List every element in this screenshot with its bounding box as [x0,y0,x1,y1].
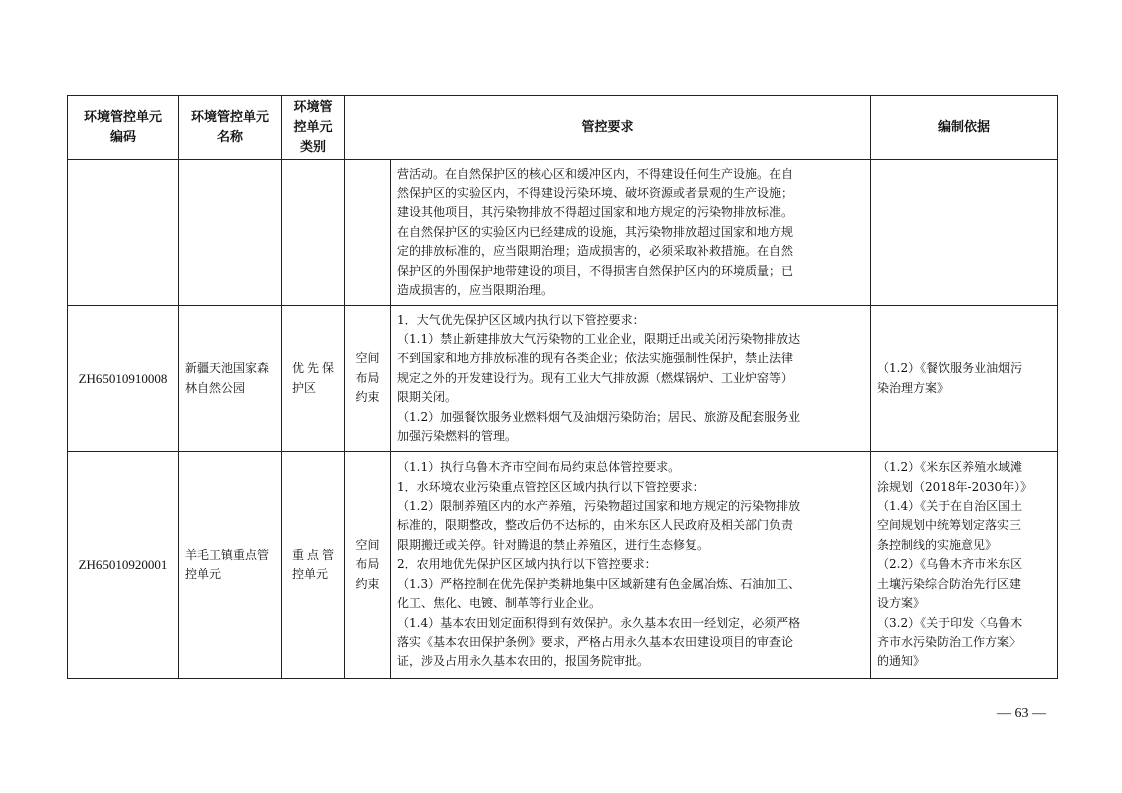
unit-code-cell: ZH65010910008 [68,306,179,452]
basis-line: （1.2）《米东区养殖水域滩 [877,460,1023,475]
requirement-line: 标准的，限期整改，整改后仍不达标的，由米东区人民政府及相关部门负责 [397,518,794,533]
requirements-cell [391,452,871,679]
requirement-line: 化工、焦化、电镀、制革等行业企业。 [397,596,602,611]
constraint-type-cell: 空间布局约束 [345,452,391,679]
unit-category-cell [282,160,345,306]
requirement-line: 规定之外的开发建设行为。现有工业大气排放源（燃煤锅炉、工业炉窑等） [397,370,794,385]
basis-line: （3.2）《关于印发〈乌鲁木 [877,615,1023,630]
table-row [68,452,1058,679]
requirement-line: 不到国家和地方排放标准的现有各类企业；依法实施强制性保护，禁止法律 [397,351,794,366]
basis-line: （2.2）《乌鲁木齐市米东区 [877,557,1023,572]
requirement-line: 1．水环境农业污染重点管控区区域内执行以下管控要求： [397,479,705,494]
unit-name-cell: 羊毛工镇重点管控单元 [179,452,282,679]
requirement-line: 营活动。在自然保护区的核心区和缓冲区内，不得建设任何生产设施。在自 [397,166,794,181]
requirement-line: （1.2）加强餐饮服务业燃料烟气及油烟污染防治；居民、旅游及配套服务业 [397,409,801,424]
basis-cell [871,306,1058,452]
constraint-type-cell [345,160,391,306]
header-code: 环境管控单元编码 [68,96,179,160]
requirement-line: 造成损害的，应当限期治理。 [397,283,554,298]
table-header-row [68,96,1058,160]
requirement-line: （1.1）执行乌鲁木齐市空间布局约束总体管控要求。 [397,460,681,475]
requirement-line: 保护区的外围保护地带建设的项目，不得损害自然保护区内的环境质量；已 [397,263,794,278]
requirement-line: （1.2）限制养殖区内的水产养殖，污染物超过国家和地方规定的污染物排放 [397,499,801,514]
basis-line: 空间规划中统筹划定落实三 [877,518,1022,533]
basis-line: 染治理方案》 [877,380,950,395]
unit-code-cell: ZH65010920001 [68,452,179,679]
requirements-cell [391,160,871,306]
requirement-line: （1.1）禁止新建排放大气污染物的工业企业，限期迁出或关闭污染物排放达 [397,331,801,346]
requirement-line: 限期搬迁或关停。针对腾退的禁止养殖区，进行生态修复。 [397,537,710,552]
header-category: 环境管控单元类别 [282,96,345,160]
basis-cell [871,160,1058,306]
control-unit-table [67,95,1058,679]
requirement-line: 在自然保护区的实验区内已经建成的设施，其污染物排放超过国家和地方规 [397,224,794,239]
unit-category-cell: 重点管控单元 [282,452,345,679]
requirement-line: （1.3）严格控制在优先保护类耕地集中区域新建有色金属冶炼、石油加工、 [397,576,801,591]
requirement-line: 证，涉及占用永久基本农田的，报国务院审批。 [397,654,650,669]
basis-line: 土壤污染综合防治先行区建 [877,576,1022,591]
table-row [68,306,1058,452]
basis-line: 的通知》 [877,654,926,669]
requirement-line: 限期关闭。 [397,390,458,405]
basis-line: （1.2）《餐饮服务业油烟污 [877,361,1023,376]
constraint-type-cell: 空间布局约束 [345,306,391,452]
basis-line: （1.4）《关于在自治区国土 [877,499,1023,514]
page-number: — 63 — [997,706,1046,721]
header-requirements: 管控要求 [345,96,871,160]
requirement-line: 1．大气优先保护区区域内执行以下管控要求： [397,312,645,327]
basis-line: 齐市水污染防治工作方案〉 [877,634,1022,649]
requirement-line: 落实《基本农田保护条例》要求，严格占用永久基本农田建设项目的审查论 [397,634,794,649]
requirement-line: 建设其他项目，其污染物排放不得超过国家和地方规定的污染物排放标准。 [397,205,794,220]
unit-code-cell [68,160,179,306]
header-basis: 编制依据 [871,96,1058,160]
basis-line: 条控制线的实施意见》 [877,537,998,552]
unit-name-cell [179,160,282,306]
requirement-line: 2．农用地优先保护区区域内执行以下管控要求： [397,557,657,572]
header-name: 环境管控单元名称 [179,96,282,160]
basis-line: 设方案》 [877,596,926,611]
requirement-line: 然保护区的实验区内，不得建设污染环境、破坏资源或者景观的生产设施； [397,185,794,200]
requirements-cell [391,306,871,452]
requirement-line: 定的排放标准的，应当限期治理；造成损害的，必须采取补救措施。在自然 [397,244,794,259]
basis-cell [871,452,1058,679]
unit-name-cell: 新疆天池国家森林自然公园 [179,306,282,452]
basis-line: 涂规划（2018年-2030年）》 [877,479,1033,494]
unit-category-cell: 优先保护区 [282,306,345,452]
requirement-line: （1.4）基本农田划定面积得到有效保护。永久基本农田一经划定，必须严格 [397,615,801,630]
requirement-line: 加强污染燃料的管理。 [397,429,518,444]
table-row [68,160,1058,306]
